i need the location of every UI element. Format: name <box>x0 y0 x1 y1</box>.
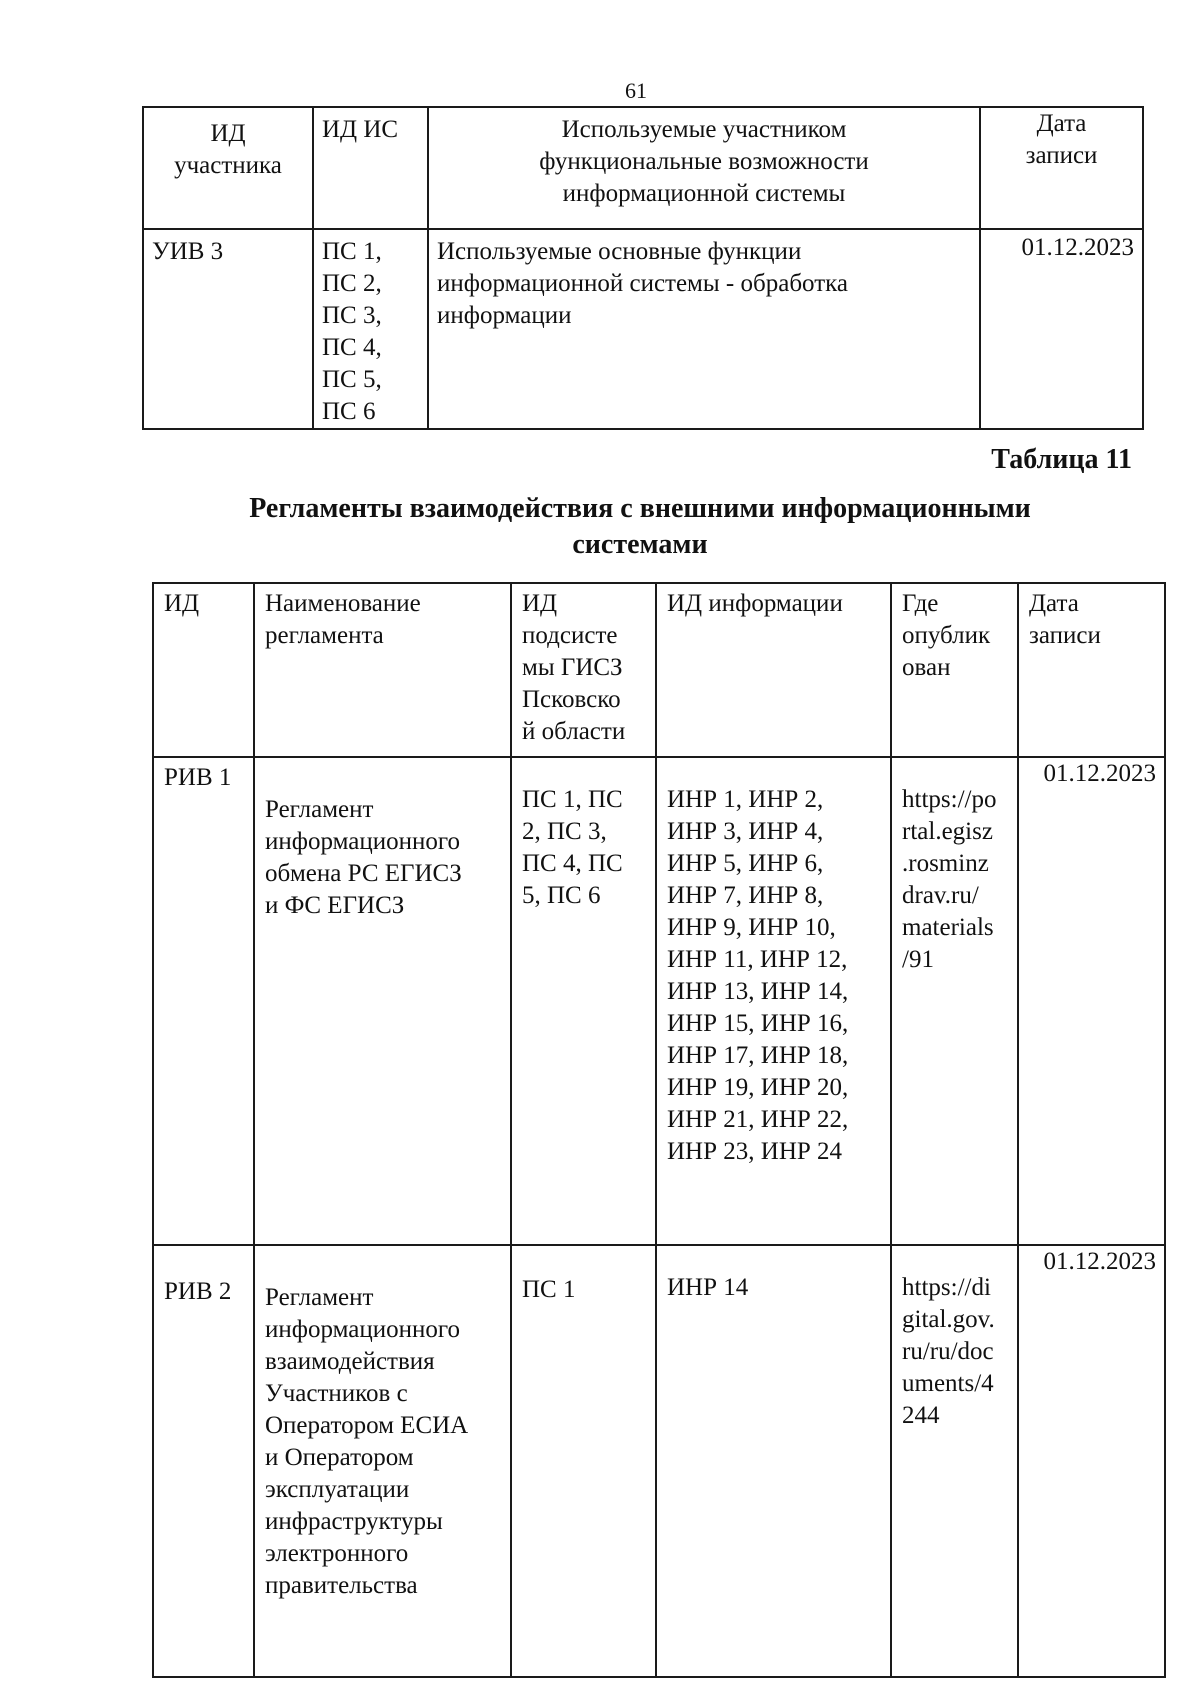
cell-line: ПС 1, ПС <box>522 786 623 813</box>
header-subsystem-id <box>511 583 656 757</box>
cell-line: ИНР 1, ИНР 2, <box>667 786 824 813</box>
cell-line: Регламент <box>265 796 374 823</box>
header-line: регламента <box>265 622 384 649</box>
cell-line: инфраструктуры <box>265 1508 443 1535</box>
title-line: Регламенты взаимодействия с внешними информационными <box>249 493 1031 524</box>
regulation-name-cell <box>254 757 511 1245</box>
header-line: Используемые участником <box>561 116 847 143</box>
header-line: мы ГИСЗ <box>522 654 623 681</box>
cell-line: /91 <box>902 946 934 973</box>
table-row <box>153 757 1165 1245</box>
cell-line: эксплуатации <box>265 1476 410 1503</box>
participant-id-cell: УИВ 3 <box>143 229 313 429</box>
header-line: Псковско <box>522 686 621 713</box>
subsystem-id-cell <box>511 1245 656 1677</box>
table-title <box>190 491 1090 563</box>
cell-line: https://di <box>902 1274 991 1301</box>
header-line: подсисте <box>522 622 618 649</box>
header-id <box>153 583 254 757</box>
cell-line: Используемые основные функции <box>437 238 802 265</box>
table-header-row <box>153 583 1165 757</box>
header-line: записи <box>1029 622 1101 649</box>
header-line: записи <box>1025 142 1098 169</box>
cell-line: ПС 2, <box>322 270 382 297</box>
title-line: системами <box>572 529 708 560</box>
header-line: Наименование <box>265 590 421 617</box>
information-id-cell <box>656 1245 891 1677</box>
cell-line: ИНР 17, ИНР 18, <box>667 1042 849 1069</box>
header-participant-id <box>143 107 313 229</box>
regulation-id-cell: РИВ 1 <box>153 757 254 1245</box>
cell-line: https://po <box>902 786 997 813</box>
information-id-cell <box>656 757 891 1245</box>
header-line: ИД <box>522 590 558 617</box>
cell-line: электронного <box>265 1540 409 1567</box>
header-line: ИД информации <box>667 590 843 617</box>
cell-line: ИНР 21, ИНР 22, <box>667 1106 849 1133</box>
published-where-cell <box>891 1245 1018 1677</box>
cell-line: Участников с <box>265 1380 408 1407</box>
table-row <box>143 229 1143 429</box>
header-line: Где <box>902 590 939 617</box>
is-id-cell <box>313 229 428 429</box>
cell-line: 5, ПС 6 <box>522 882 601 909</box>
cell-line: Оператором ЕСИА <box>265 1412 469 1439</box>
cell-line: ru/ru/doc <box>902 1338 994 1365</box>
cell-line: ПС 1 <box>522 1276 576 1303</box>
page-number: 61 <box>625 78 647 103</box>
header-information-id <box>656 583 891 757</box>
header-date <box>980 107 1143 229</box>
header-line: ован <box>902 654 951 681</box>
cell-line: ИНР 14 <box>667 1274 749 1301</box>
cell-line: ИНР 13, ИНР 14, <box>667 978 849 1005</box>
header-line: опублик <box>902 622 991 649</box>
cell-line: gital.gov. <box>902 1306 995 1333</box>
header-published-where <box>891 583 1018 757</box>
regulation-name-cell <box>254 1245 511 1677</box>
header-line: участника <box>174 152 282 179</box>
cell-line: ИНР 23, ИНР 24 <box>667 1138 843 1165</box>
cell-line: ИНР 3, ИНР 4, <box>667 818 824 845</box>
cell-line: и Оператором <box>265 1444 414 1471</box>
header-functions <box>428 107 980 229</box>
table-header-row <box>143 107 1143 229</box>
functions-cell <box>428 229 980 429</box>
table-row <box>153 1245 1165 1677</box>
cell-line: информации <box>437 302 572 329</box>
header-line: ИД ИС <box>322 116 399 143</box>
cell-line: Регламент <box>265 1284 374 1311</box>
participants-functions-table <box>142 106 1144 430</box>
cell-line: ИНР 9, ИНР 10, <box>667 914 836 941</box>
header-line: Дата <box>1036 110 1087 137</box>
cell-line: ИНР 5, ИНР 6, <box>667 850 824 877</box>
cell-line: drav.ru/ <box>902 882 979 909</box>
cell-line: взаимодействия <box>265 1348 435 1375</box>
regulations-table <box>152 582 1166 1678</box>
cell-line: правительства <box>265 1572 418 1599</box>
cell-line: ПС 5, <box>322 366 382 393</box>
header-line: информационной системы <box>562 180 846 207</box>
header-line: Дата <box>1029 590 1079 617</box>
cell-line: ПС 1, <box>322 238 382 265</box>
cell-line: ИНР 15, ИНР 16, <box>667 1010 849 1037</box>
cell-line: 2, ПС 3, <box>522 818 607 845</box>
cell-line: ПС 4, ПС <box>522 850 623 877</box>
header-line: ИД <box>210 120 246 147</box>
cell-line: ПС 4, <box>322 334 382 361</box>
header-line: функциональные возможности <box>539 148 869 175</box>
cell-line: ИНР 19, ИНР 20, <box>667 1074 849 1101</box>
cell-line: информационного <box>265 828 460 855</box>
cell-line: и ФС ЕГИСЗ <box>265 892 405 919</box>
header-line: ИД <box>164 590 200 617</box>
cell-line: .rosminz <box>902 850 989 877</box>
cell-line: 244 <box>902 1402 940 1429</box>
cell-line: materials <box>902 914 994 941</box>
cell-line: информационной системы - обработка <box>437 270 848 297</box>
cell-line: информационного <box>265 1316 460 1343</box>
cell-line: ИНР 11, ИНР 12, <box>667 946 848 973</box>
date-cell: 01.12.2023 <box>1018 1245 1165 1677</box>
cell-line: rtal.egisz <box>902 818 993 845</box>
cell-line: ИНР 7, ИНР 8, <box>667 882 824 909</box>
date-cell: 01.12.2023 <box>980 229 1143 429</box>
cell-line: ПС 3, <box>322 302 382 329</box>
table-caption: Таблица 11 <box>991 444 1132 475</box>
header-is-id <box>313 107 428 229</box>
cell-line: uments/4 <box>902 1370 994 1397</box>
published-where-cell <box>891 757 1018 1245</box>
cell-line: обмена РС ЕГИСЗ <box>265 860 462 887</box>
cell-line: ПС 6 <box>322 398 376 425</box>
date-cell: 01.12.2023 <box>1018 757 1165 1245</box>
header-line: й области <box>522 718 626 745</box>
regulation-id-cell: РИВ 2 <box>153 1245 254 1677</box>
header-date <box>1018 583 1165 757</box>
header-regulation-name <box>254 583 511 757</box>
subsystem-id-cell <box>511 757 656 1245</box>
